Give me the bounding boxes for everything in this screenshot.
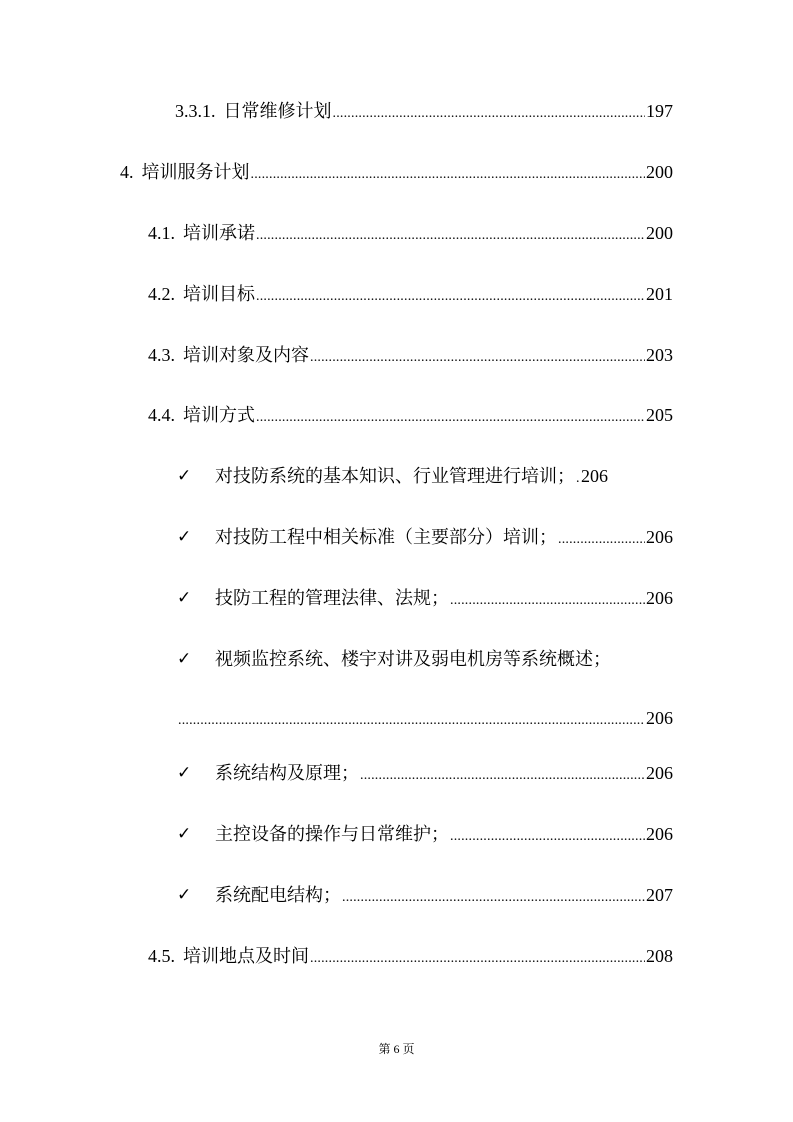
toc-entry-page: 206 (646, 708, 673, 728)
toc-entry-title: 培训目标 (183, 284, 255, 304)
toc-entry-page: 205 (646, 405, 673, 425)
toc-entry-title: 主控设备的操作与日常维护； (215, 824, 449, 844)
toc-entry-number: 4.4. (148, 405, 175, 425)
toc-entry[interactable] (175, 100, 673, 122)
toc-entry-title: 系统配电结构； (215, 885, 341, 905)
toc-entry-title: 培训方式 (183, 405, 255, 425)
toc-dot-leader (256, 404, 645, 426)
footer-prefix: 第 (378, 1042, 391, 1056)
toc-dot-leader (178, 707, 645, 729)
toc-entry-number: 4.3. (148, 345, 175, 365)
checkmark-icon: ✓ (177, 885, 192, 905)
toc-entry-page: 206 (581, 466, 608, 486)
toc-entry-page: 197 (646, 101, 673, 121)
toc-dot-leader (310, 945, 645, 967)
toc-dot-leader (360, 762, 645, 784)
toc-entry[interactable] (177, 526, 673, 548)
toc-entry-title: 日常维修计划 (223, 101, 332, 121)
toc-entry-title: 培训对象及内容 (183, 345, 309, 365)
toc-entry-number: 4. (120, 162, 134, 182)
toc-entry[interactable] (148, 344, 673, 366)
toc-entry-title: 培训服务计划 (141, 162, 250, 182)
checkmark-icon: ✓ (177, 824, 192, 844)
toc-entry-number: 4.2. (148, 284, 175, 304)
toc-entry[interactable] (148, 283, 673, 305)
toc-entry-title: 技防工程的管理法律、法规； (215, 588, 449, 608)
footer-suffix: 页 (402, 1042, 415, 1056)
checkmark-icon: ✓ (177, 527, 192, 547)
toc-dot-leader (256, 283, 645, 305)
toc-entry[interactable] (148, 222, 673, 244)
checkmark-icon: ✓ (177, 649, 192, 669)
toc-entry-page: 203 (646, 345, 673, 365)
toc-entry-title: 培训承诺 (183, 223, 255, 243)
toc-entry[interactable] (177, 465, 673, 487)
toc-entry-page: 206 (646, 588, 673, 608)
toc-entry-number: 4.1. (148, 223, 175, 243)
toc-entry-title: 对技防工程中相关标准（主要部分）培训； (215, 527, 557, 547)
page-footer (0, 1041, 793, 1057)
toc-entry-title: 培训地点及时间 (183, 946, 309, 966)
toc-entry-page: 208 (646, 946, 673, 966)
toc-dot-leader (333, 100, 646, 122)
toc-entry[interactable] (177, 648, 677, 670)
toc-entry-page: 200 (646, 223, 673, 243)
checkmark-icon: ✓ (177, 763, 192, 783)
toc-dot-leader (256, 222, 645, 244)
toc-dot-leader (450, 823, 645, 845)
footer-page-number: 6 (393, 1042, 400, 1056)
toc-entry-number: 3.3.1. (175, 101, 216, 121)
toc-entry[interactable] (148, 404, 673, 426)
toc-dot-leader (310, 344, 645, 366)
toc-entry-title: 对技防系统的基本知识、行业管理进行培训； (215, 466, 575, 486)
toc-entry-page: 200 (646, 162, 673, 182)
toc-dot-leader (251, 161, 646, 183)
checkmark-icon: ✓ (177, 588, 192, 608)
toc-entry[interactable] (177, 762, 673, 784)
toc-entry-continuation[interactable] (177, 707, 673, 729)
toc-entry[interactable] (177, 823, 673, 845)
toc-dot-leader (558, 526, 645, 548)
toc-entry[interactable] (177, 884, 673, 906)
toc-entry-number: 4.5. (148, 946, 175, 966)
toc-entry-page: 206 (646, 824, 673, 844)
toc-entry-page: 206 (646, 527, 673, 547)
toc-dot-leader (576, 465, 580, 487)
checkmark-icon: ✓ (177, 466, 192, 486)
toc-entry-page: 206 (646, 763, 673, 783)
toc-dot-leader (450, 587, 645, 609)
toc-entry[interactable] (148, 945, 673, 967)
toc-entry[interactable] (120, 161, 673, 183)
toc-entry-title: 系统结构及原理； (215, 763, 359, 783)
toc-entry-title: 视频监控系统、楼宇对讲及弱电机房等系统概述； (215, 649, 611, 669)
toc-entry-page: 201 (646, 284, 673, 304)
toc-dot-leader (342, 884, 645, 906)
toc-entry-page: 207 (646, 885, 673, 905)
toc-entry[interactable] (177, 587, 673, 609)
